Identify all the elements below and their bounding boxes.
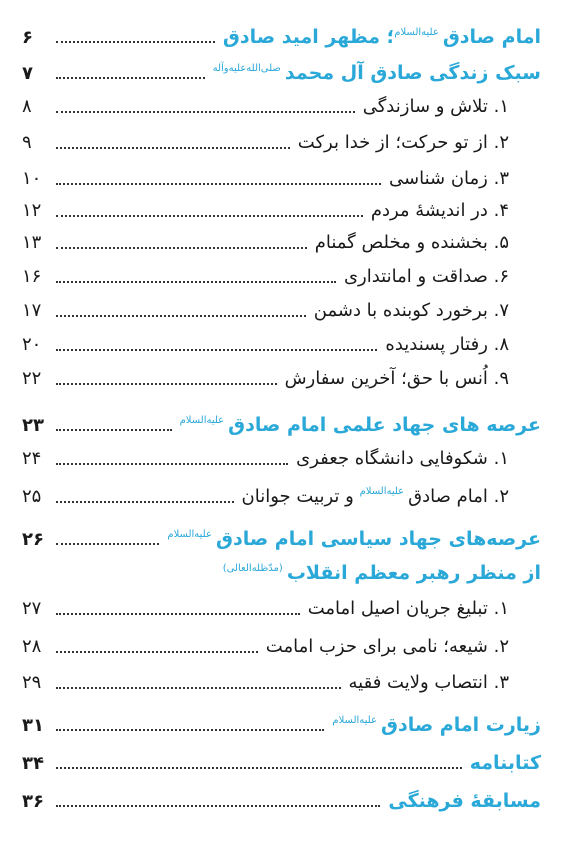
page-number: ۲۷ bbox=[22, 598, 42, 619]
dot-leader bbox=[56, 429, 172, 431]
toc-entry-text: ۲. از تو حرکت؛ از خدا برکت bbox=[297, 132, 509, 153]
dot-leader bbox=[56, 147, 290, 149]
dot-leader bbox=[56, 463, 288, 465]
toc-entry[interactable] bbox=[22, 232, 541, 253]
toc-entry-text: ۱. شکوفایی دانشگاه جعفری bbox=[296, 448, 509, 469]
toc-entry[interactable] bbox=[22, 672, 541, 693]
toc-entry-title bbox=[308, 598, 541, 619]
dot-leader bbox=[56, 613, 300, 615]
dot-leader bbox=[56, 805, 380, 807]
toc-entry[interactable] bbox=[22, 300, 541, 321]
toc-entry-text: ۳. زمان شناسی bbox=[389, 168, 509, 189]
toc-entry-text: ۴. در اندیشهٔ مردم bbox=[370, 200, 509, 221]
toc-entry-title bbox=[180, 414, 541, 436]
dot-leader bbox=[56, 729, 324, 731]
page-number: ۱۰ bbox=[22, 168, 42, 189]
toc-entry-title bbox=[371, 200, 541, 221]
page-number: ۱۶ bbox=[22, 266, 42, 287]
page-number: ۲۰ bbox=[22, 334, 42, 355]
section-heading-subline bbox=[223, 562, 541, 584]
honorific-glyph: (مدّظله‌العالی) bbox=[222, 562, 283, 574]
dot-leader bbox=[56, 215, 363, 217]
toc-entry-text: عرصه های جهاد علمی امام صادق bbox=[228, 414, 541, 436]
page-number: ۲۹ bbox=[22, 672, 42, 693]
dot-leader bbox=[56, 77, 205, 79]
toc-entry[interactable] bbox=[22, 132, 541, 153]
page-number: ۲۴ bbox=[22, 448, 42, 469]
dot-leader bbox=[56, 111, 355, 113]
toc-entry-text: ۷. برخورد کوبنده با دشمن bbox=[313, 300, 509, 321]
toc-entry-title bbox=[298, 132, 541, 153]
page-number: ۳۱ bbox=[22, 714, 44, 736]
toc-section-heading[interactable] bbox=[22, 752, 541, 774]
dot-leader bbox=[56, 315, 306, 317]
toc-section-heading[interactable] bbox=[22, 714, 541, 736]
toc-section-heading[interactable] bbox=[22, 790, 541, 812]
toc-entry-text: ۱. تبلیغ جریان اصیل امامت bbox=[307, 598, 509, 619]
toc-entry[interactable] bbox=[22, 368, 541, 389]
toc-entry[interactable] bbox=[22, 636, 541, 657]
toc-entry[interactable] bbox=[22, 200, 541, 221]
toc-entry-title bbox=[266, 636, 541, 657]
toc-section-heading[interactable] bbox=[22, 62, 541, 84]
toc-entry-text: ۹. اُنس با حق؛ آخرین سفارش bbox=[284, 368, 509, 389]
dot-leader bbox=[56, 651, 258, 653]
toc-entry-text: کتابنامه bbox=[469, 752, 541, 774]
toc-entry-title bbox=[349, 672, 541, 693]
toc-section-heading[interactable] bbox=[22, 414, 541, 436]
dot-leader bbox=[56, 501, 234, 503]
toc-entry-text: ۸. رفتار پسندیده bbox=[385, 334, 509, 355]
page-number: ۱۷ bbox=[22, 300, 42, 321]
toc-entry-title bbox=[242, 486, 541, 507]
toc-entry-title bbox=[296, 448, 541, 469]
toc-entry-text: ۲. امام صادق bbox=[408, 486, 509, 507]
toc-entry-title bbox=[223, 26, 541, 48]
page-number: ۹ bbox=[22, 132, 32, 153]
dot-leader bbox=[56, 349, 377, 351]
dot-leader bbox=[56, 247, 307, 249]
toc-entry-text: ۵. بخشنده و مخلص گمنام bbox=[314, 232, 509, 253]
toc-entry-suffix: و تربیت جوانان bbox=[241, 486, 360, 507]
toc-section-heading[interactable] bbox=[22, 528, 541, 550]
page-number: ۳۶ bbox=[22, 790, 44, 812]
toc-entry-title bbox=[167, 528, 541, 550]
toc-entry[interactable] bbox=[22, 448, 541, 469]
toc-section-heading[interactable] bbox=[22, 26, 541, 48]
honorific-glyph: صلی‌الله‌علیه‌وآله bbox=[212, 62, 281, 74]
page-number: ۲۶ bbox=[22, 528, 44, 550]
dot-leader bbox=[56, 281, 336, 283]
page-number: ۲۸ bbox=[22, 636, 42, 657]
dot-leader bbox=[56, 543, 159, 545]
page-number: ۲۵ bbox=[22, 486, 42, 507]
toc-entry-text: ۱. تلاش و سازندگی bbox=[362, 96, 509, 117]
page-number: ۲۳ bbox=[22, 414, 44, 436]
toc-entry-title bbox=[285, 368, 541, 389]
honorific-glyph: علیه‌السلام bbox=[179, 414, 225, 426]
toc-entry-title bbox=[389, 168, 541, 189]
dot-leader bbox=[56, 767, 462, 769]
toc-entry-title bbox=[363, 96, 541, 117]
toc-entry-title bbox=[332, 714, 541, 736]
toc-entry-text: ۳. انتصاب ولایت فقیه bbox=[348, 672, 509, 693]
toc-entry-text: ۶. صداقت و امانتداری bbox=[343, 266, 509, 287]
toc-entry-suffix: ؛ مظهر امید صادق bbox=[222, 26, 395, 48]
toc-entry-title bbox=[344, 266, 541, 287]
toc-entry-title bbox=[314, 300, 541, 321]
toc-entry-text: امام صادق bbox=[442, 26, 541, 48]
toc-entry[interactable] bbox=[22, 96, 541, 117]
toc-entry-text: ۲. شیعه؛ نامی برای حزب امامت bbox=[265, 636, 509, 657]
page-number: ۶ bbox=[22, 26, 33, 48]
honorific-glyph: علیه‌السلام bbox=[167, 528, 212, 540]
page-number: ۸ bbox=[22, 96, 32, 117]
toc-entry[interactable] bbox=[22, 266, 541, 287]
page-number: ۷ bbox=[22, 62, 33, 84]
subline-text: از منظر رهبر معظم انقلاب bbox=[286, 562, 541, 584]
toc-entry[interactable] bbox=[22, 598, 541, 619]
honorific-glyph: علیه‌السلام bbox=[359, 486, 405, 497]
page-number: ۳۴ bbox=[22, 752, 44, 774]
toc-entry[interactable] bbox=[22, 486, 541, 507]
honorific-glyph: علیه‌السلام bbox=[394, 26, 439, 38]
toc-entry-title bbox=[315, 232, 541, 253]
toc-entry-text: سبک زندگی صادق آل محمد bbox=[284, 62, 541, 84]
toc-entry-text: مسابقهٔ فرهنگی bbox=[388, 790, 541, 812]
toc-entry-title bbox=[388, 790, 541, 812]
page-number: ۱۳ bbox=[22, 232, 42, 253]
page-number: ۲۲ bbox=[22, 368, 42, 389]
page-number: ۱۲ bbox=[22, 200, 42, 221]
toc-entry-title bbox=[213, 62, 541, 84]
honorific-glyph: علیه‌السلام bbox=[332, 714, 377, 726]
toc-entry-title bbox=[385, 334, 541, 355]
toc-entry-text: زیارت امام صادق bbox=[380, 714, 541, 736]
toc-entry-title bbox=[470, 752, 541, 774]
toc-entry[interactable] bbox=[22, 168, 541, 189]
dot-leader bbox=[56, 383, 277, 385]
toc-entry[interactable] bbox=[22, 334, 541, 355]
dot-leader bbox=[56, 687, 341, 689]
dot-leader bbox=[56, 183, 381, 185]
dot-leader bbox=[56, 41, 215, 43]
toc-entry-text: عرصه‌های جهاد سیاسی امام صادق bbox=[215, 528, 541, 550]
